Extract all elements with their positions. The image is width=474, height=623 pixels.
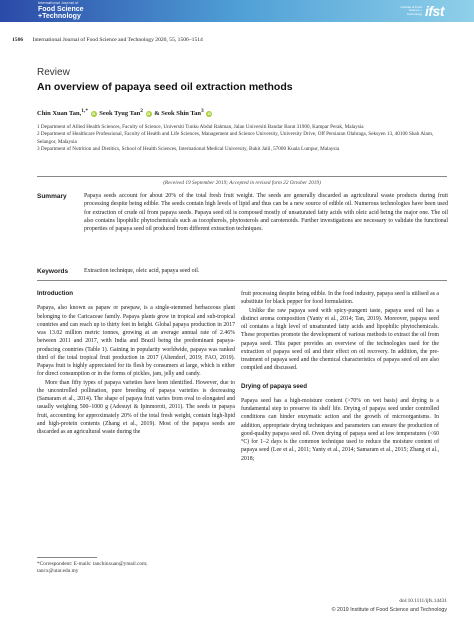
received-dates: (Received 19 September 2019; Accepted in revised form 22 October 2019)	[163, 180, 321, 186]
ifst-tagline: Institute of Food Science + Technology	[400, 5, 422, 16]
ifst-wordmark: ifst	[425, 3, 444, 19]
summary-label: Summary	[37, 193, 67, 200]
paragraph: Papaya seed has a high-moisture content (>70% on wet basis) and drying is a fundamental step to preserve its shelf life. Drying of papaya seed under controlled conditions can hinder enzymatic action and the growth of microorganisms. In addition, appropriate drying techniques and parameters can ensure the production of good-quality papaya seed oil. Oven drying of papaya seed at low temperatures (<60 °C) for 1–2 days is the common technique used to reduce the moisture content of papaya seed (Lee et al., 2011; Yanty et al., 2014; Samaram et al., 2015; Zhang et al., 2018;	[241, 397, 439, 462]
author-affil-sup: 2	[140, 108, 143, 114]
affiliation-item: 2 Department of Healthcare Professional, Faculty of Health and Life Sciences, Management and Science University, University Drive, Off Persiaran Olahraga, Seksyen 13, 40100 Shah Alam, Selangor, Malaysia	[37, 131, 434, 145]
article-type: Review	[37, 67, 70, 78]
author-separator: &	[154, 110, 160, 118]
divider	[37, 280, 447, 281]
running-head-text: International Journal of Food Science and Technology 2020, 55, 1506–1514	[32, 37, 203, 43]
correspondent-email[interactable]: tancx@utar.edu.my	[37, 568, 79, 575]
page-number: 1506	[12, 37, 24, 43]
section-heading: Drying of papaya seed	[241, 382, 308, 390]
correspondence-footnote	[37, 561, 235, 576]
journal-logo-line1: Food Science	[38, 5, 84, 13]
article-title: An overview of papaya seed oil extraction methods	[37, 81, 293, 93]
orcid-icon[interactable]: iD	[146, 112, 151, 117]
copyright-notice: © 2019 Institute of Food Science and Technology	[331, 607, 447, 613]
author-name[interactable]: Seok Tyug Tan	[99, 110, 141, 118]
paragraph: More than fifty types of papaya varieties have been identified. However, due to the uncontrolled pollination, pure breeding of papaya varieties is decreasing (Samaram et al., 2014). The shape of papaya fruit varies from oval to elongated and usually weighing 500–1000 g (Adesuyi & Ipinmoroti, 2011). The seeds in papaya fruit, accounting for approximately 20% of the total fresh weight, contain high-lipid and high-protein contents (Zhang et al., 2019). Most of the papaya seeds are discarded as an agricultural waste during the	[37, 379, 235, 435]
author-list	[37, 108, 213, 117]
journal-logo-tagline: International Journal of	[38, 1, 79, 5]
correspondent-email[interactable]: *Correspondent: E-mails: tanchinxuan@ymail.com;	[37, 561, 148, 567]
doi-link[interactable]: doi:10.1111/ijfs.14431	[399, 598, 447, 604]
author-name[interactable]: Chin Xuan Tan,	[37, 110, 82, 118]
affiliation-item: 3 Department of Nutrition and Dietitics, School of Health Sciences, International Medical University, Bukit Jalil, 57000 Kuala Lumpur, Malaysia	[37, 146, 340, 153]
paragraph: Unlike the raw papaya seed with spicy-pungent taste, papaya seed oil has a distinct aroma composition (Yanty et al., 2014; Tan, 2019). Moreover, papaya seed oil contains a high level of unsaturated fatty acids and lipophilic phytochemicals. These properties promote the development of various methods to extract the oil from papaya seed. This paper provides an overview of the technologies used for the extraction of papaya seed oil and their effect on oil recovery. In addition, the pre-treatment of papaya seed and the chemical characteristics of papaya seed oil are also compiled and discussed.	[241, 307, 439, 372]
section-heading: Introduction	[37, 290, 74, 297]
divider	[37, 176, 447, 177]
journal-banner	[0, 0, 474, 22]
running-head	[12, 37, 203, 43]
journal-logo	[38, 2, 84, 20]
paragraph: fruit processing despite being edible. In the food industry, papaya seed is utilised as a substitute for black pepper for food formulation.	[241, 291, 439, 306]
keywords-text: Extraction technique, oleic acid, papaya seed oil.	[84, 268, 200, 274]
body-column-right	[241, 290, 439, 463]
orcid-icon[interactable]: iD	[91, 112, 96, 117]
affiliations	[37, 124, 447, 154]
ifst-logo	[394, 3, 444, 19]
journal-logo-line2: +Technology	[38, 12, 81, 20]
footnote-rule	[37, 557, 97, 558]
abstract-text: Papaya seeds account for about 20% of the total fresh fruit weight. The seeds are generally discarded as agricultural waste products during fruit processing despite being edible. The seeds contain high levels of lipid and thus can be a new source of edible oil. Numerous technologies have been used for extraction of crude oil from papaya seeds. Papaya seed oil is composed mostly of unsaturated fatty acids with oleic acid being the major one. The oil also contains lipophilic phytochemicals such as tocopherols, phytosterols and carotenoids. Further investigations are necessary to validate the functional properties of papaya seed oil produced from different extraction techniques.	[84, 193, 448, 233]
author-name[interactable]: Seok Shin Tan	[161, 110, 201, 118]
affiliation-item: 1 Department of Allied Health Sciences, Faculty of Science, Universiti Tunku Abdul Rahman, Jalan Universiti Bandar Barat 31900, Kampar Perak, Malaysia	[37, 124, 364, 130]
paragraph: Papaya, also known as papaw or pawpaw, is a single-stemmed herbaceous plant belonging to the Caricaceae family. Papaya plants grow in tropical and sub-tropical countries and can reach up to thirty feet in height. Global papaya production in 2017 was 13.02 million metric tonnes, growing at an average annual rate of 2.46% between 2011 and 2017, with India and Brazil being the predominant papaya-producing countries (Table 1). Gaining in popularity worldwide, papaya was ranked third of the total tropical fruit production in 2017 (Altendorf, 2019; FAO, 2019). Papaya fruit is highly appreciated for its flesh by consumers at large, which is either for direct consumption or in the forms of pickles, jam, jelly and candy.	[37, 305, 235, 378]
body-column-left	[37, 290, 235, 436]
author-affil-sup: 3	[201, 108, 204, 114]
orcid-icon[interactable]: iD	[207, 112, 212, 117]
author-affil-sup: 1,*	[81, 108, 89, 114]
keywords-label: Keywords	[37, 268, 69, 275]
